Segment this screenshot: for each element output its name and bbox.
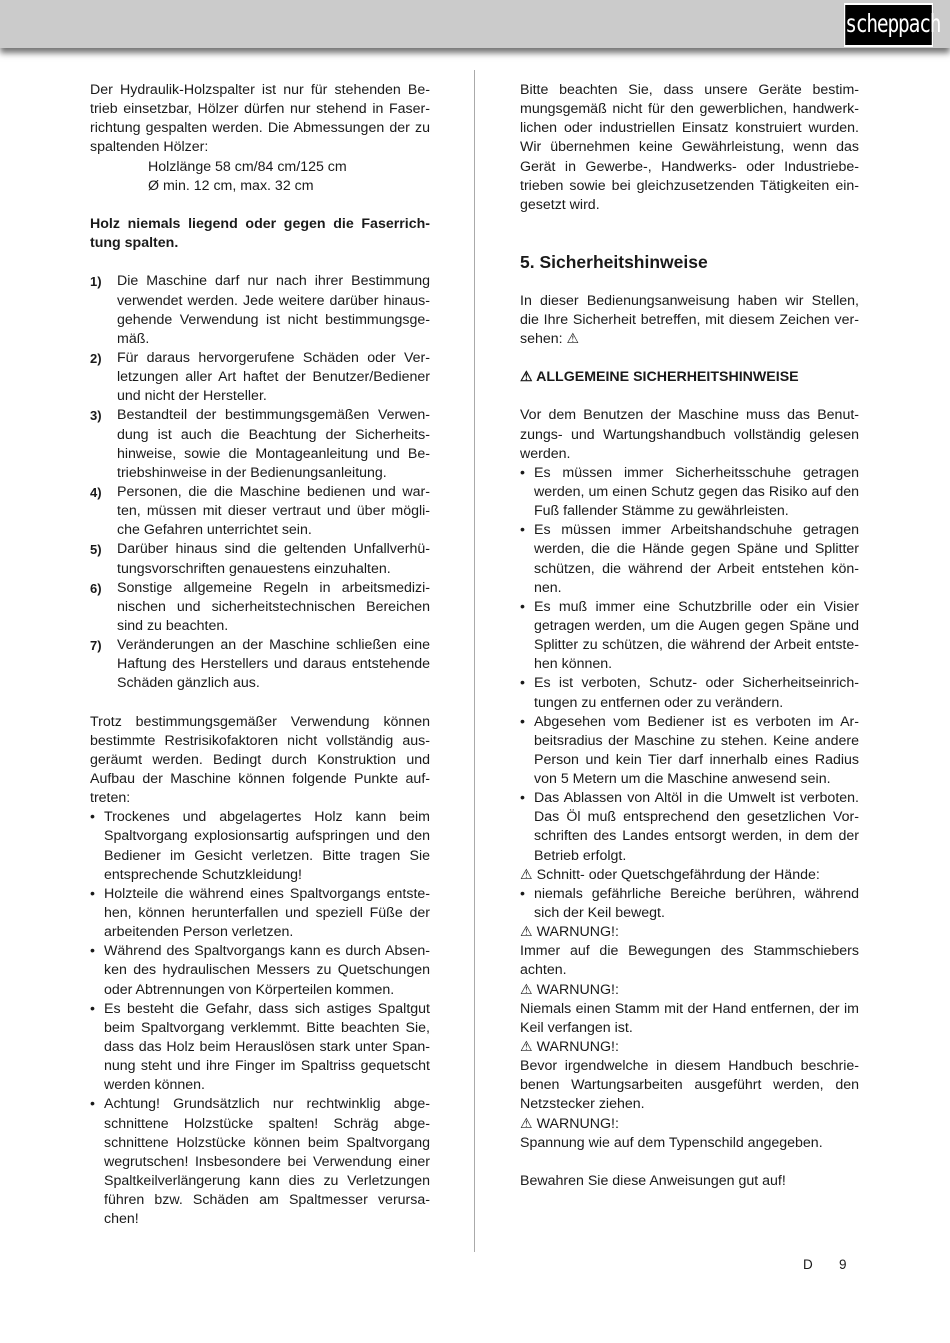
text-line: dass das Holz beim Herauslösen stark unter Span- <box>104 1039 430 1056</box>
item-marker: • <box>90 1000 95 1017</box>
text-line: Personen, die die Maschine bedienen und war- <box>117 483 430 500</box>
text-line: Person und kein Tier darf innerhalb eines Radius <box>534 751 859 768</box>
item-marker: 7) <box>90 638 102 654</box>
text-line: hen, können herunterfallen und speziell Füße der <box>104 905 430 922</box>
text-line: ⚠ ALLGEMEINE SICHERHEITSHINWEISE <box>520 369 799 386</box>
text-line: Sonstige allgemeine Regeln in arbeitsmedizi- <box>117 579 430 596</box>
page-number: 9 <box>839 1257 847 1272</box>
item-marker: • <box>520 885 525 902</box>
text-line: schriften des Landes entsorgt werden, in dem der <box>534 828 859 845</box>
text-line: Holzlänge 58 cm/84 cm/125 cm <box>148 158 347 175</box>
text-line: sehen: ⚠ <box>520 330 580 347</box>
text-line: wegrutschen! Insbesondere bei Verwendung einer <box>104 1153 430 1170</box>
text-line: Abgesehen vom Bediener ist es verboten im Ar- <box>534 713 859 730</box>
text-line: Es ist verboten, Schutz- oder Sicherheitseinrich- <box>534 675 859 692</box>
text-line: tungen zu entfernen oder zu verändern. <box>534 694 784 711</box>
paragraph <box>90 158 430 196</box>
text-line: geräumt werden. Bedingt durch Konstruktion und <box>90 751 430 768</box>
bullet-item <box>90 1095 430 1229</box>
text-line: Spaltvorgang explosionsartig aufspringen und den <box>104 828 430 845</box>
text-line: nischen und sicherheitstechnischen Bereichen <box>117 598 430 615</box>
blank-line <box>90 196 430 215</box>
paragraph <box>520 406 859 463</box>
text-line: ⚠ WARNUNG!: <box>520 924 619 941</box>
text-line: letzungen aller Art haftet der Benutzer/Bediener <box>117 369 430 386</box>
text-line: Spannung wie auf dem Typenschild angegeben. <box>520 1134 823 1151</box>
text-line: und nicht der Hersteller. <box>117 388 267 405</box>
paragraph <box>90 215 430 253</box>
text-line: niemals gefährliche Bereiche berühren, während <box>534 885 859 902</box>
text-line: richtung gespalten werden. Die Abmessungen der zu <box>90 120 430 137</box>
blank-line <box>520 272 859 291</box>
text-line: Gerät in Gewerbe-, Handwerks- oder Industriebe- <box>520 158 859 175</box>
footer-language: D <box>803 1257 813 1272</box>
text-line: schnittene Holzstücke können beim Spaltvorgang <box>104 1134 430 1151</box>
numbered-item <box>90 272 430 349</box>
text-line: Bewahren Sie diese Anweisungen gut auf! <box>520 1173 786 1190</box>
header-bar <box>0 0 950 48</box>
text-line: beitsradius der Maschine zu stehen. Keine andere <box>534 732 859 749</box>
blank-line <box>520 234 859 253</box>
text-line: getragen werden, um die Augen gegen Späne und <box>534 617 859 634</box>
text-line: trieb einsetzbar, Hölzer dürfen nur stehend in Faser- <box>90 101 430 118</box>
text-line: 5. Sicherheitshinweise <box>520 252 708 273</box>
text-line: ⚠ WARNUNG!: <box>520 981 619 998</box>
text-line: Vor dem Benutzen der Maschine muss das Benut- <box>520 407 859 424</box>
bullet-item <box>520 521 859 598</box>
text-line: che Gefahren unterrichtet sein. <box>117 522 312 539</box>
text-line: werden. <box>520 445 571 462</box>
text-line: führen bzw. Schäden am Spaltmesser verursa- <box>104 1192 430 1209</box>
text-line: Bestandteil der bestimmungsgemäßen Verwen- <box>117 407 430 424</box>
bullet-item <box>520 464 859 521</box>
text-line: treten: <box>90 790 131 807</box>
bullet-item <box>90 885 430 942</box>
item-marker: • <box>520 790 525 807</box>
text-line: Betrieb erfolgt. <box>534 847 627 864</box>
blank-line <box>90 253 430 272</box>
text-line: Das Öl muß entsprechend den gesetzlichen Vor- <box>534 809 859 826</box>
text-line: gehende Verwendung ist nicht bestimmungsge- <box>117 311 430 328</box>
text-line: mäß. <box>117 330 150 347</box>
bullet-item <box>520 598 859 675</box>
text-line: Splitter zu schützen, die während der Arbeit entste- <box>534 637 859 654</box>
item-marker: 1) <box>90 274 102 290</box>
paragraph <box>520 1172 859 1191</box>
text-line: trieben sowie bei gleichzusetzenden Tätigkeiten ein- <box>520 177 859 194</box>
section-heading <box>520 253 859 272</box>
text-line: Es besteht die Gefahr, dass sich astiges Spaltgut <box>104 1000 430 1017</box>
text-line: bestimmte Restrisikofaktoren nicht vollständig aus- <box>90 732 430 749</box>
text-line: ⚠ WARNUNG!: <box>520 1039 619 1056</box>
text-line: Trotz bestimmungsgemäßer Verwendung können <box>90 713 430 730</box>
bullet-item <box>520 713 859 790</box>
text-line: Niemals einen Stamm mit der Hand entfernen, der im <box>520 1000 859 1017</box>
text-line: benen Wartungsarbeiten ausgeführt werden, den <box>520 1077 859 1094</box>
text-line: Bediener im Gesicht verletzen. Bitte tragen Sie <box>104 847 430 864</box>
text-line: Das Ablassen von Altöl in die Umwelt ist verboten. <box>534 790 859 807</box>
bullet-item <box>520 789 859 866</box>
blank-line <box>520 387 859 406</box>
text-line: zungs- und Wartungshandbuch vollständig gelesen <box>520 426 859 443</box>
text-line: Wir übernehmen keine Gewährleistung, wenn das <box>520 139 859 156</box>
text-line: sind zu beachten. <box>117 617 229 634</box>
paragraph <box>520 1038 859 1057</box>
left-column <box>90 81 430 1229</box>
text-line: Darüber hinaus sind die geltenden Unfallverhü- <box>117 541 430 558</box>
text-line: Es müssen immer Sicherheitsschuhe getragen <box>534 464 859 481</box>
text-line: tung spalten. <box>90 235 179 252</box>
item-marker: 2) <box>90 350 102 366</box>
numbered-item <box>90 579 430 636</box>
blank-line <box>520 1153 859 1172</box>
right-column <box>520 81 859 1191</box>
paragraph <box>520 1115 859 1134</box>
bullet-item <box>520 674 859 712</box>
text-line: Trockenes und abgelagertes Holz kann beim <box>104 809 430 826</box>
text-line: Netzstecker ziehen. <box>520 1096 645 1113</box>
text-line: nen. <box>534 579 562 596</box>
bullet-item <box>90 1000 430 1096</box>
text-line: ⚠ WARNUNG!: <box>520 1115 619 1132</box>
item-marker: 6) <box>90 580 102 596</box>
text-line: Spaltkeilverlängerung kann dies zu Verletzungen <box>104 1173 430 1190</box>
text-line: Schäden gänzlich aus. <box>117 675 260 692</box>
text-line: Ø min. 12 cm, max. 32 cm <box>148 177 314 194</box>
text-line: dung ist auch die Beachtung der Sicherheits- <box>117 426 430 443</box>
text-line: sich der Keil bewegt. <box>534 905 665 922</box>
paragraph <box>520 923 859 942</box>
item-marker: 4) <box>90 484 102 500</box>
item-marker: 3) <box>90 408 102 424</box>
text-line: oder Abtrennungen von Körperteilen kommen. <box>104 981 395 998</box>
text-line: tungsvorschriften genauestens einzuhalten. <box>117 560 391 577</box>
item-marker: • <box>90 1096 95 1113</box>
item-marker: • <box>90 809 95 826</box>
text-line: werden, die die Hände gegen Späne und Splitter <box>534 541 859 558</box>
text-line: ten, müssen mit dieser vertraut und über mögli- <box>117 503 430 520</box>
text-line: lichen oder industriellen Einsatz konstruiert wurden. <box>520 120 859 137</box>
text-line: Die Maschine darf nur nach ihrer Bestimmung <box>117 273 430 290</box>
numbered-item <box>90 349 430 406</box>
text-line: Bitte beachten Sie, dass unsere Geräte bestim- <box>520 82 859 98</box>
text-line: achten. <box>520 962 567 979</box>
text-line: triebshinweise in der Bedienungsanleitung. <box>117 464 387 481</box>
item-marker: • <box>520 713 525 730</box>
text-line: Holzteile die während eines Spaltvorgangs entste- <box>104 885 430 902</box>
text-line: spaltenden Hölzer: <box>90 139 209 156</box>
paragraph <box>520 81 859 215</box>
text-line: Immer auf die Bewegungen des Stammschiebers <box>520 943 859 960</box>
paragraph <box>520 981 859 1000</box>
text-line: nung steht und ihre Finger im Spaltriss gequetscht <box>104 1058 430 1075</box>
item-marker: • <box>520 522 525 539</box>
text-line: gesetzt wird. <box>520 196 600 213</box>
text-line: schnittene Holzstücke spalten! Schräg abge- <box>104 1115 430 1132</box>
paragraph <box>520 292 859 349</box>
bullet-item <box>90 808 430 885</box>
text-line: In dieser Bedienungsanweisung haben wir Stellen, <box>520 292 859 309</box>
numbered-item <box>90 636 430 693</box>
bullet-item <box>520 885 859 923</box>
text-line: beim Spaltvorgang verklemmt. Bitte beachten Sie, <box>104 1019 430 1036</box>
paragraph <box>90 713 430 809</box>
text-line: hinweise, sowie die Montageanleitung und Be- <box>117 445 430 462</box>
bullet-item <box>90 942 430 999</box>
text-line: von 5 Metern um die Maschine anwesend sein. <box>534 771 831 788</box>
paragraph <box>520 1000 859 1038</box>
text-line: Fuß fallender Stämme zu gewährleisten. <box>534 503 789 520</box>
text-line: chen! <box>104 1211 139 1228</box>
text-line: werden, um einen Schutz gegen das Risiko auf den <box>534 483 859 500</box>
paragraph <box>520 942 859 980</box>
item-marker: • <box>520 598 525 615</box>
text-line: verwendet werden. Jede weitere darüber hinaus- <box>117 292 430 309</box>
text-line: ken des hydraulischen Messers zu Quetschungen <box>104 962 430 979</box>
text-line: Während des Spaltvorgangs kann es durch Absen- <box>104 943 430 960</box>
text-line: Es müssen immer Arbeitshandschuhe getragen <box>534 522 859 539</box>
text-line: Bevor irgendwelche in diesem Handbuch beschrie- <box>520 1058 859 1075</box>
blank-line <box>90 694 430 713</box>
blank-line <box>520 349 859 368</box>
text-line: arbeitenden Person verletzen. <box>104 924 294 941</box>
text-line: Für daraus hervorgerufene Schäden oder Ver- <box>117 349 430 366</box>
item-marker: 5) <box>90 542 102 558</box>
column-divider <box>474 70 475 1252</box>
text-line: Veränderungen an der Maschine schließen eine <box>117 637 430 654</box>
text-line: entsprechende Schutzkleidung! <box>104 866 302 883</box>
text-line: hen können. <box>534 656 613 673</box>
paragraph <box>520 368 859 387</box>
text-line: schützen, die während der Arbeit entstehen kön- <box>534 560 859 577</box>
paragraph <box>520 866 859 885</box>
text-line: Aufbau der Maschine können folgende Punkte auf- <box>90 771 430 788</box>
text-line: Keil verfangen ist. <box>520 1019 633 1036</box>
numbered-item <box>90 483 430 540</box>
item-marker: • <box>90 943 95 960</box>
text-line: Haftung des Herstellers und daraus entstehende <box>117 656 430 673</box>
text-line: mungsgemäß nicht für den gewerblichen, handwerk- <box>520 101 859 118</box>
paragraph <box>520 1134 859 1153</box>
numbered-item <box>90 540 430 578</box>
item-marker: • <box>520 675 525 692</box>
blank-line <box>520 215 859 234</box>
item-marker: • <box>520 464 525 481</box>
paragraph <box>520 1057 859 1114</box>
scheppach-logo: scheppach <box>844 3 934 47</box>
text-line: Holz niemals liegend oder gegen die Faserrich- <box>90 215 430 232</box>
text-line: Der Hydraulik-Holzspalter ist nur für stehenden Be- <box>90 82 430 98</box>
text-line: Achtung! Grundsätzlich nur rechtwinklig abge- <box>104 1096 430 1113</box>
text-line: die Ihre Sicherheit betreffen, mit diesem Zeichen ver- <box>520 311 859 328</box>
text-line: Es muß immer eine Schutzbrille oder ein Visier <box>534 598 859 615</box>
text-line: werden können. <box>104 1077 205 1094</box>
numbered-item <box>90 406 430 483</box>
item-marker: • <box>90 885 95 902</box>
text-line: ⚠ Schnitt- oder Quetschgefährdung der Hände: <box>520 866 820 883</box>
paragraph <box>90 81 430 158</box>
